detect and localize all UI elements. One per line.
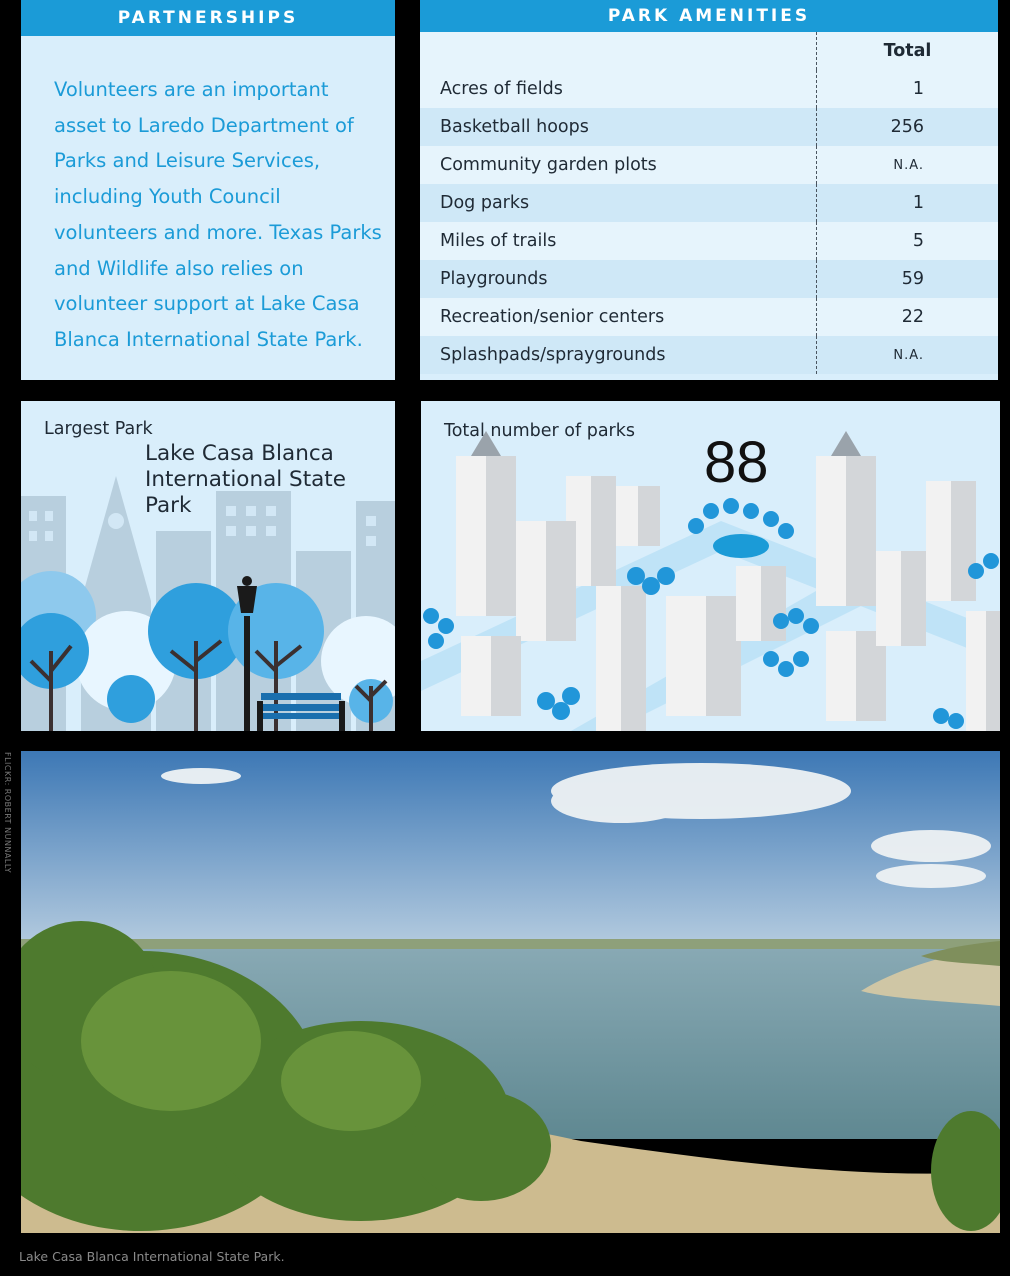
table-row [420, 260, 998, 298]
lake-landscape-image [21, 751, 1000, 1233]
label-column-header [420, 32, 817, 70]
partnerships-panel [21, 0, 395, 380]
amenity-label: Recreation/senior centers [420, 298, 817, 336]
largest-park-label: Largest Park [44, 419, 153, 439]
amenities-heading: PARK AMENITIES [420, 0, 998, 32]
amenity-value: N.A. [817, 336, 999, 374]
amenity-value: 22 [817, 298, 999, 336]
largest-park-name [145, 441, 395, 519]
amenity-label: Miles of trails [420, 222, 817, 260]
table-row [420, 184, 998, 222]
table-row [420, 222, 998, 260]
amenity-value: 1 [817, 184, 999, 222]
amenity-label: Splashpads/spraygrounds [420, 336, 817, 374]
table-row [420, 298, 998, 336]
total-parks-panel [421, 401, 1000, 731]
total-parks-value: 88 [704, 430, 769, 495]
lake-photo [21, 751, 1000, 1233]
table-header-row [420, 32, 998, 70]
amenity-value: 5 [817, 222, 999, 260]
table-row [420, 146, 998, 184]
total-parks-label: Total number of parks [444, 421, 636, 441]
amenity-label: Playgrounds [420, 260, 817, 298]
partnerships-text: Volunteers are an important asset to Laredo Department of Parks and Leisure Services, including Youth Council volunteers and more. Texas Parks and Wildlife also relies on volunteer support at Lake Casa Blanca International State Park. [54, 78, 382, 351]
partnerships-heading: PARTNERSHIPS [21, 0, 395, 36]
park-amenities-panel [420, 0, 998, 380]
photo-caption: Lake Casa Blanca International State Park. [19, 1249, 285, 1264]
amenity-label: Community garden plots [420, 146, 817, 184]
total-column-header: Total [817, 32, 999, 70]
amenity-label: Dog parks [420, 184, 817, 222]
table-row [420, 336, 998, 374]
table-row [420, 108, 998, 146]
amenity-value: 59 [817, 260, 999, 298]
amenity-label: Basketball hoops [420, 108, 817, 146]
table-row [420, 70, 998, 108]
largest-park-name-line2: International State Park [145, 467, 346, 518]
amenity-value: 256 [817, 108, 999, 146]
amenity-value: N.A. [817, 146, 999, 184]
largest-park-panel [21, 401, 395, 731]
largest-park-name-line1: Lake Casa Blanca [145, 441, 334, 466]
amenities-table [420, 32, 998, 374]
amenity-label: Acres of fields [420, 70, 817, 108]
amenity-value: 1 [817, 70, 999, 108]
photo-credit: FLICKR: ROBERT NUNNALLY [3, 752, 12, 874]
